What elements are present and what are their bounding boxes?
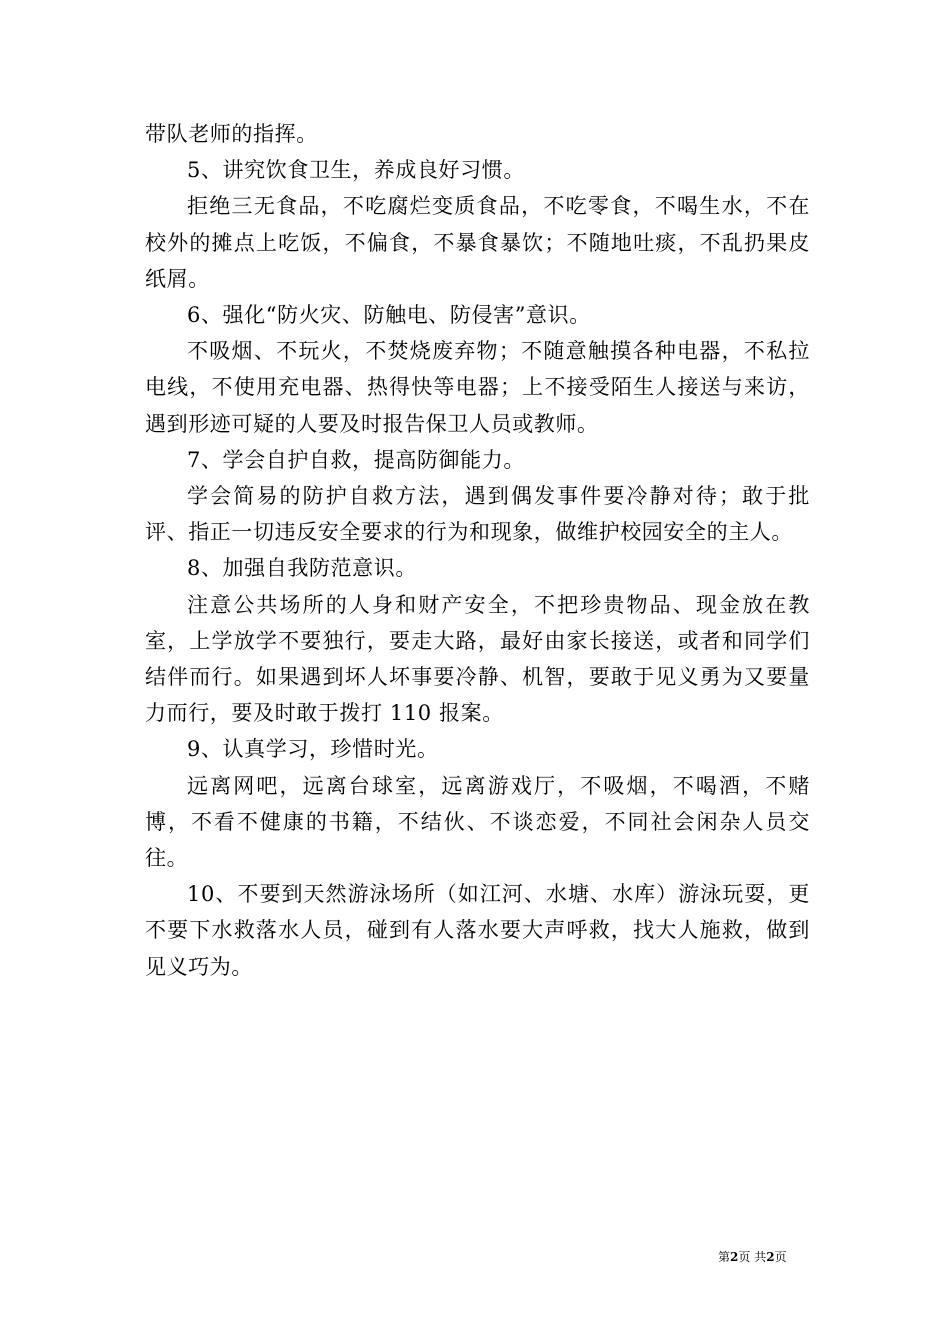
page-footer — [718, 1250, 787, 1264]
paragraph: 不吸烟、不玩火，不焚烧废弃物；不随意触摸各种电器，不私拉电线，不使用充电器、热得快等电器；上不接受陌生人接送与来访，遇到形迹可疑的人要及时报告保卫人员或教师。 — [145, 339, 810, 436]
section-heading: 10、不要到天然游泳场所（如江河、水塘、水库）游泳玩耍，更不要下水救落水人员，碰到有人落水要大声呼救，找大人施救，做到见义巧为。 — [145, 882, 810, 979]
footer-prefix: 第 — [718, 1250, 731, 1264]
footer-total-pages: 2 — [766, 1250, 775, 1264]
paragraph: 远离网吧，远离台球室，远离游戏厅，不吸烟，不喝酒，不赌博，不看不健康的书籍，不结伙、不谈恋爱，不同社会闲杂人员交往。 — [145, 773, 810, 871]
section-heading: 9、认真学习，珍惜时光。 — [187, 737, 439, 762]
paragraph: 带队老师的指挥。 — [145, 122, 318, 146]
footer-middle: 页 共 — [738, 1250, 767, 1264]
section-heading: 8、加强自我防范意识。 — [187, 556, 417, 581]
section-heading: 5、讲究饮食卫生，养成良好习惯。 — [187, 158, 525, 183]
document-body — [145, 116, 810, 985]
footer-current-page: 2 — [730, 1250, 739, 1264]
paragraph: 学会简易的防护自救方法，遇到偶发事件要冷静对待；敢于批评、指正一切违反安全要求的行为和现象，做维护校园安全的主人。 — [145, 484, 810, 545]
paragraph: 拒绝三无食品，不吃腐烂变质食品，不吃零食，不喝生水，不在校外的摊点上吃饭，不偏食，不暴食暴饮；不随地吐痰，不乱扔果皮纸屑。 — [145, 194, 810, 291]
paragraph: 注意公共场所的人身和财产安全，不把珍贵物品、现金放在教室，上学放学不要独行，要走大路，最好由家长接送，或者和同学们结伴而行。如果遇到坏人坏事要冷静、机智，要敢于见义勇为又要量力而行，要及时敢于拨打 110 报案。 — [145, 592, 810, 726]
section-heading: 7、学会自护自救，提高防御能力。 — [187, 447, 525, 472]
footer-suffix: 页 — [774, 1250, 787, 1264]
section-heading: 6、强化“防火灾、防触电、防侵害”意识。 — [187, 303, 591, 328]
